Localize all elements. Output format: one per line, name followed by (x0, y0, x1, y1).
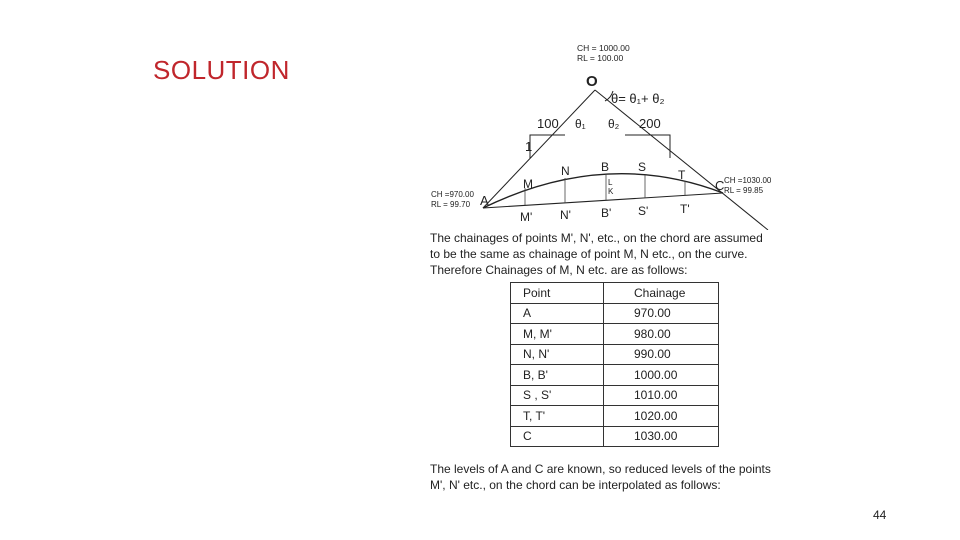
table-row (511, 385, 719, 406)
table-cell: 990.00 (604, 344, 719, 365)
table-row (511, 365, 719, 386)
chord-point-N: N' (560, 208, 571, 222)
theta-equation: θ= θ₁+ θ₂ (611, 91, 665, 106)
chord-point-T: T' (680, 202, 690, 216)
theta2-label: θ₂ (608, 117, 620, 131)
chainage-table (510, 282, 719, 447)
grade-rise: 1 (525, 139, 533, 154)
table-cell: 1000.00 (604, 365, 719, 386)
chord-point-B: B' (601, 206, 612, 220)
vertical-curve-diagram (425, 40, 785, 230)
chord-point-M: M' (520, 210, 533, 224)
table-cell: 1020.00 (604, 406, 719, 427)
text-line: Therefore Chainages of M, N etc. are as follows: (430, 263, 688, 277)
curve-point-M: M (523, 177, 533, 191)
table-cell: T, T' (511, 406, 604, 427)
vertex-label: O (586, 73, 598, 90)
grade-left: 100 (537, 116, 559, 131)
table-header-row (511, 283, 719, 304)
chord-point-S: S' (638, 204, 649, 218)
table-cell: C (511, 426, 604, 447)
tangent-left (483, 90, 595, 208)
grade-box-left (530, 135, 565, 158)
start-label: A (480, 193, 489, 208)
interpolation-explanation (430, 461, 790, 493)
text-line: The chainages of points M', N', etc., on the chord are assumed (430, 231, 763, 245)
start-ch: CH =970.00 (431, 190, 474, 199)
grade-box-right (625, 135, 670, 158)
chainage-explanation (430, 230, 790, 278)
end-ch: CH =1030.00 (724, 176, 772, 185)
curve-point-N: N (561, 164, 570, 178)
table-cell: 980.00 (604, 324, 719, 345)
column-header: Point (511, 283, 604, 304)
table-row (511, 324, 719, 345)
small-label-K: K (608, 187, 614, 196)
table-cell: 1030.00 (604, 426, 719, 447)
small-label-L: L (608, 178, 613, 187)
table-row (511, 303, 719, 324)
text-line: to be the same as chainage of point M, N etc., on the curve. (430, 247, 748, 261)
theta1-label: θ₁ (575, 117, 586, 131)
vertex-ch: CH = 1000.00 (577, 43, 630, 53)
curve-point-S: S (638, 160, 647, 174)
table-cell: B, B' (511, 365, 604, 386)
table-cell: M, M' (511, 324, 604, 345)
text-line: The levels of A and C are known, so reduced levels of the points (430, 462, 771, 476)
curve-point-T: T (678, 168, 686, 182)
table-row (511, 426, 719, 447)
text-line: M', N' etc., on the chord can be interpolated as follows: (430, 478, 721, 492)
grade-right: 200 (639, 116, 661, 131)
curve-point-B: B (601, 160, 610, 174)
table-cell: S , S' (511, 385, 604, 406)
table-cell: 1010.00 (604, 385, 719, 406)
vertex-rl: RL = 100.00 (577, 53, 624, 63)
end-rl: RL = 99.85 (724, 186, 764, 195)
table-row (511, 406, 719, 427)
table-cell: A (511, 303, 604, 324)
table-cell: 970.00 (604, 303, 719, 324)
table-row (511, 344, 719, 365)
table-cell: N, N' (511, 344, 604, 365)
page-number: 44 (873, 508, 887, 522)
end-label: C (715, 178, 725, 193)
column-header: Chainage (604, 283, 719, 304)
start-rl: RL = 99.70 (431, 200, 471, 209)
slide-title: SOLUTION (153, 55, 290, 85)
